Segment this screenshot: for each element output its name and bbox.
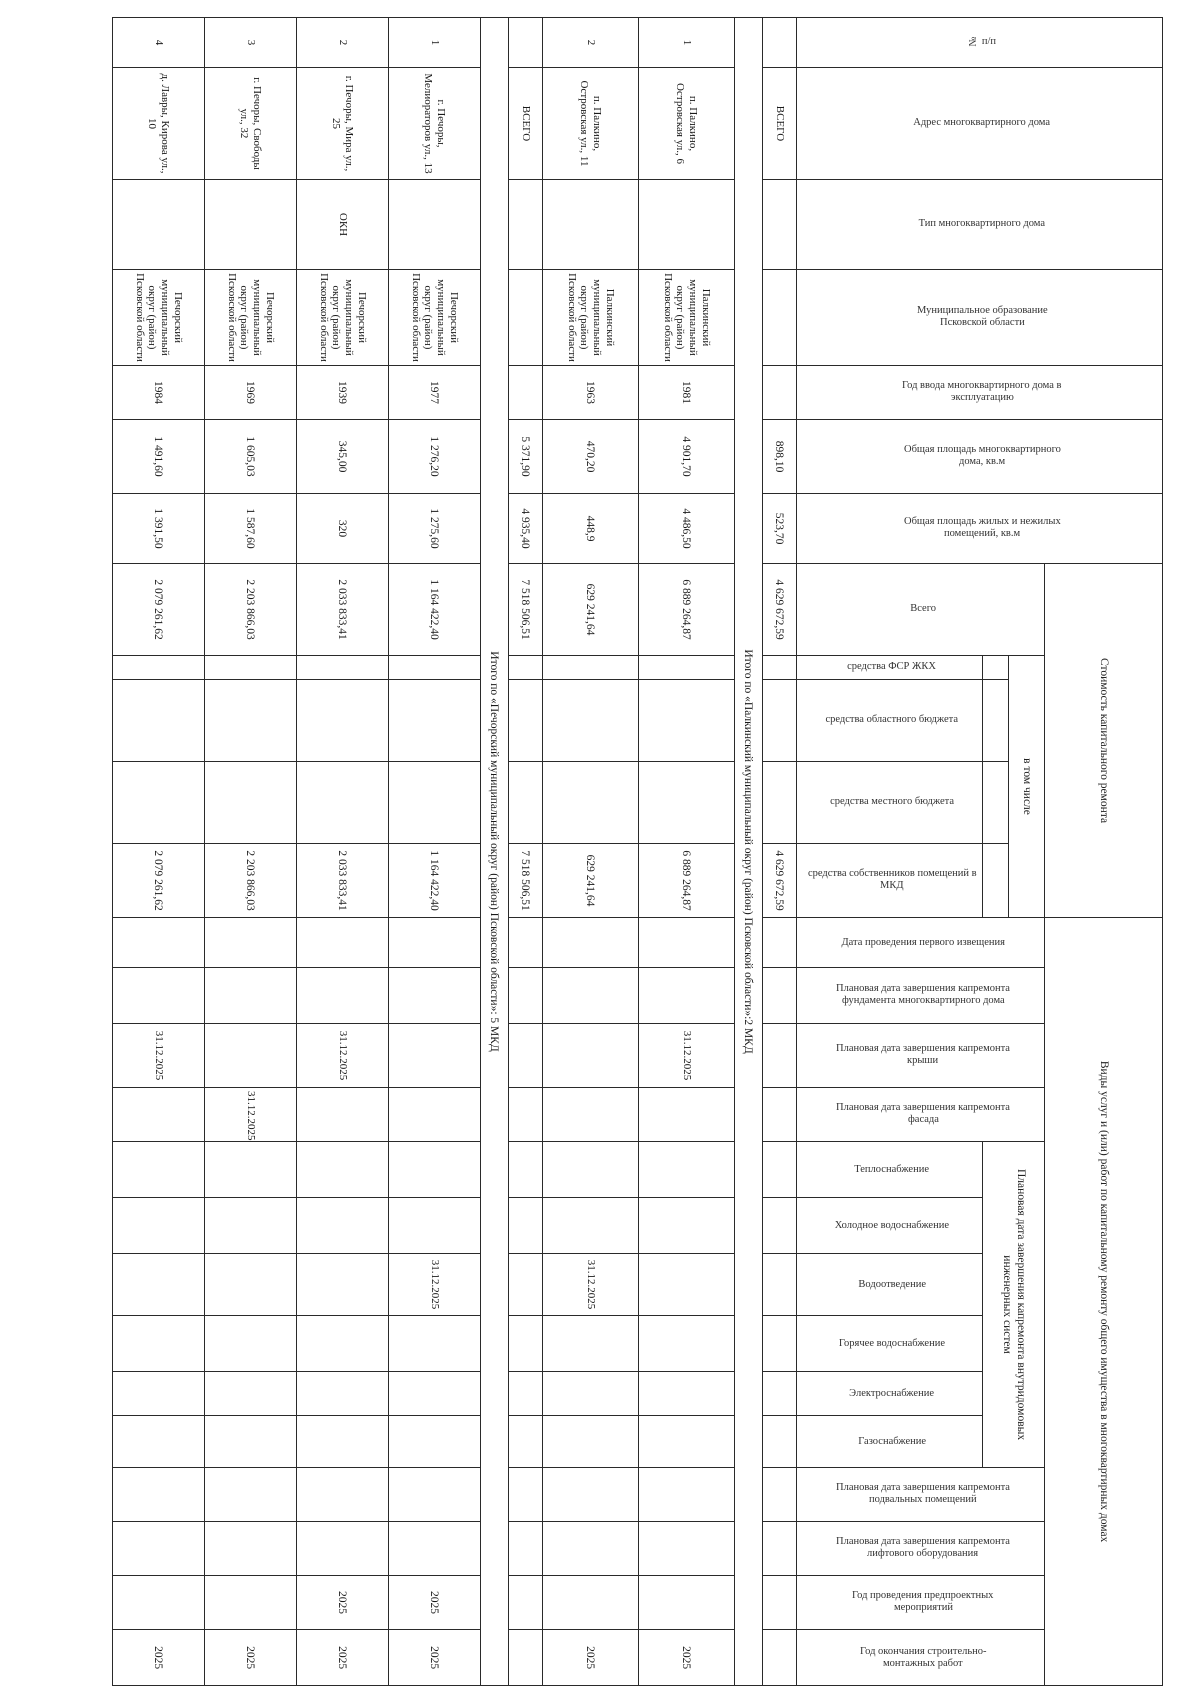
table-header bbox=[797, 18, 1163, 1686]
row-premises-area: 1 275,60 bbox=[389, 494, 481, 564]
row-municipality: Печорский муниципальный округ (район) Псковской области bbox=[389, 270, 481, 366]
row-cost-total: 2 033 833,41 bbox=[297, 564, 389, 656]
row-house-type bbox=[543, 180, 639, 270]
row-house-type bbox=[205, 180, 297, 270]
header-municipality: Муниципальное образование Псковской области bbox=[797, 270, 1163, 366]
table-body bbox=[113, 18, 797, 1686]
header-cost-fund-label: средства ФСР ЖКХ bbox=[797, 656, 983, 680]
row-year-smr: 2025 bbox=[639, 1630, 735, 1686]
header-year-psd: Год проведения предпроектных мероприятий bbox=[797, 1576, 1045, 1630]
row-year-psd bbox=[639, 1576, 735, 1630]
header-doc-date: Дата проведения первого извещения bbox=[797, 918, 1045, 968]
grand-total-cost-owners: 4 629 672,59 bbox=[763, 844, 797, 918]
header-sys-gas: Газоснабжение bbox=[797, 1416, 983, 1468]
section-total-label: ВСЕГО bbox=[509, 68, 543, 180]
row-cost-owners: 2 203 866,03 bbox=[205, 844, 297, 918]
section-title: Итого по «Палкинский муниципальный округ (район) Псковской области»:2 МКД bbox=[735, 18, 763, 1686]
row-cost-total: 6 889 264,87 bbox=[639, 564, 735, 656]
header-cost-regional bbox=[983, 680, 1009, 762]
header-year-smr: Год окончания строительно-монтажных работ bbox=[797, 1630, 1045, 1686]
row-total-area: 1 605,03 bbox=[205, 420, 297, 494]
table-row bbox=[389, 18, 481, 1686]
header-num: № п/п bbox=[797, 18, 1163, 68]
header-cost-group: Стоимость капитального ремонта bbox=[1045, 564, 1163, 918]
header-cost-total: Всего bbox=[797, 564, 1045, 656]
row-municipality: Печорский муниципальный округ (район) Псковской области bbox=[205, 270, 297, 366]
grand-total-label: ВСЕГО bbox=[763, 68, 797, 180]
capital-repair-register-table bbox=[112, 17, 1163, 1686]
rotated-register-sheet bbox=[133, 17, 1163, 1670]
row-address: г. Печоры, Мира ул., 25 bbox=[297, 68, 389, 180]
row-address: г. Печоры, Мелиораторов ул., 13 bbox=[389, 68, 481, 180]
header-sys-power: Электроснабжение bbox=[797, 1372, 983, 1416]
row-cost-total: 2 203 866,03 bbox=[205, 564, 297, 656]
row-house-type: ОКН bbox=[297, 180, 389, 270]
row-sys-sewer bbox=[205, 1254, 297, 1316]
row-municipality: Палкинский муниципальный округ (район) Псковской области bbox=[639, 270, 735, 366]
row-year-built: 1963 bbox=[543, 366, 639, 420]
row-sys-sewer: 31.12.2025 bbox=[543, 1254, 639, 1316]
row-cost-total: 1 164 422,40 bbox=[389, 564, 481, 656]
row-date-roof bbox=[205, 1024, 297, 1088]
section-total-cost: 7 518 506,51 bbox=[509, 564, 543, 656]
row-year-built: 1939 bbox=[297, 366, 389, 420]
row-premises-area: 320 bbox=[297, 494, 389, 564]
table-row bbox=[113, 18, 205, 1686]
header-cost-local-label: средства местного бюджета bbox=[797, 762, 983, 844]
row-date-facade bbox=[389, 1088, 481, 1142]
row-municipality: Палкинский муниципальный округ (район) Псковской области bbox=[543, 270, 639, 366]
row-date-facade bbox=[543, 1088, 639, 1142]
header-cost-owners bbox=[983, 844, 1009, 918]
row-total-area: 1 276,20 bbox=[389, 420, 481, 494]
row-premises-area: 448,9 bbox=[543, 494, 639, 564]
row-num: 4 bbox=[113, 18, 205, 68]
row-cost-total: 2 079 261,62 bbox=[113, 564, 205, 656]
row-year-built: 1981 bbox=[639, 366, 735, 420]
row-sys-sewer bbox=[639, 1254, 735, 1316]
row-date-facade bbox=[113, 1088, 205, 1142]
header-sys-hot: Горячее водоснабжение bbox=[797, 1316, 983, 1372]
row-date-facade: 31.12.2025 bbox=[205, 1088, 297, 1142]
row-date-roof bbox=[543, 1024, 639, 1088]
cell bbox=[763, 18, 797, 68]
header-sys-cold: Холодное водоснабжение bbox=[797, 1198, 983, 1254]
row-total-area: 4 901,70 bbox=[639, 420, 735, 494]
row-year-psd bbox=[113, 1576, 205, 1630]
header-cost-owners-label: средства собственников помещений в МКД bbox=[797, 844, 983, 918]
row-date-roof: 31.12.2025 bbox=[297, 1024, 389, 1088]
row-num: 2 bbox=[543, 18, 639, 68]
row-year-smr: 2025 bbox=[205, 1630, 297, 1686]
table-row bbox=[639, 18, 735, 1686]
row-total-area: 345,00 bbox=[297, 420, 389, 494]
header-date-facade: Плановая дата завершения капремонта фасада bbox=[797, 1088, 1045, 1142]
header-works-group: Виды услуг и (или) работ по капитальному ремонту общего имущества в многоквартирных домах bbox=[1045, 918, 1163, 1686]
row-year-psd bbox=[543, 1576, 639, 1630]
row-total-area: 470,20 bbox=[543, 420, 639, 494]
row-sys-sewer: 31.12.2025 bbox=[389, 1254, 481, 1316]
row-municipality: Печорский муниципальный округ (район) Псковской области bbox=[113, 270, 205, 366]
row-cost-owners: 2 033 833,41 bbox=[297, 844, 389, 918]
header-cost-regional-label: средства областного бюджета bbox=[797, 680, 983, 762]
row-year-psd: 2025 bbox=[389, 1576, 481, 1630]
header-date-basement: Плановая дата завершения капремонта подвальных помещений bbox=[797, 1468, 1045, 1522]
row-year-built: 1969 bbox=[205, 366, 297, 420]
row-cost-total: 629 241,64 bbox=[543, 564, 639, 656]
row-sys-sewer bbox=[297, 1254, 389, 1316]
grand-total-cost: 4 629 672,59 bbox=[763, 564, 797, 656]
grand-total-row bbox=[763, 18, 797, 1686]
row-cost-owners: 629 241,64 bbox=[543, 844, 639, 918]
row-address: г. Печоры, Свободы ул., 32 bbox=[205, 68, 297, 180]
row-total-area: 1 491,60 bbox=[113, 420, 205, 494]
header-total-area: Общая площадь многоквартирного дома, кв.м bbox=[797, 420, 1163, 494]
row-date-facade bbox=[639, 1088, 735, 1142]
header-cost-fund bbox=[983, 656, 1009, 680]
row-house-type bbox=[639, 180, 735, 270]
row-house-type bbox=[113, 180, 205, 270]
row-year-smr: 2025 bbox=[389, 1630, 481, 1686]
grand-total-premises-area: 523,70 bbox=[763, 494, 797, 564]
row-num: 3 bbox=[205, 18, 297, 68]
row-year-built: 1984 bbox=[113, 366, 205, 420]
header-address: Адрес многоквартирного дома bbox=[797, 68, 1163, 180]
row-num: 1 bbox=[389, 18, 481, 68]
header-house-type: Тип многоквартирного дома bbox=[797, 180, 1163, 270]
row-date-roof: 31.12.2025 bbox=[113, 1024, 205, 1088]
header-date-roof: Плановая дата завершения капремонта крыши bbox=[797, 1024, 1045, 1088]
row-year-psd bbox=[205, 1576, 297, 1630]
row-sys-sewer bbox=[113, 1254, 205, 1316]
row-premises-area: 1 391,50 bbox=[113, 494, 205, 564]
row-cost-owners: 2 079 261,62 bbox=[113, 844, 205, 918]
row-cost-owners: 6 889 264,87 bbox=[639, 844, 735, 918]
header-date-foundation: Плановая дата завершения капремонта фундамента многоквартирного дома bbox=[797, 968, 1045, 1024]
row-municipality: Печорский муниципальный округ (район) Псковской области bbox=[297, 270, 389, 366]
header-date-elevator: Плановая дата завершения капремонта лифтового оборудования bbox=[797, 1522, 1045, 1576]
section-title: Итого по «Печорский муниципальный округ (район) Псковской области»: 5 МКД bbox=[481, 18, 509, 1686]
section-total-row bbox=[509, 18, 543, 1686]
row-premises-area: 4 486,50 bbox=[639, 494, 735, 564]
row-num: 1 bbox=[639, 18, 735, 68]
header-year-built: Год ввода многоквартирного дома в эксплуатацию bbox=[797, 366, 1163, 420]
row-date-roof: 31.12.2025 bbox=[639, 1024, 735, 1088]
row-premises-area: 1 587,60 bbox=[205, 494, 297, 564]
header-systems-group: Плановая дата завершения капремонта внутридомовых инженерных систем bbox=[983, 1142, 1045, 1468]
header-sys-sewer: Водоотведение bbox=[797, 1254, 983, 1316]
section-total-cost-owners: 7 518 506,51 bbox=[509, 844, 543, 918]
row-cost-owners: 1 164 422,40 bbox=[389, 844, 481, 918]
table-row bbox=[297, 18, 389, 1686]
row-year-smr: 2025 bbox=[543, 1630, 639, 1686]
row-date-facade bbox=[297, 1088, 389, 1142]
row-year-smr: 2025 bbox=[113, 1630, 205, 1686]
table-row bbox=[205, 18, 297, 1686]
row-year-psd: 2025 bbox=[297, 1576, 389, 1630]
row-date-roof bbox=[389, 1024, 481, 1088]
section-header-row bbox=[481, 18, 509, 1686]
row-year-built: 1977 bbox=[389, 366, 481, 420]
row-year-smr: 2025 bbox=[297, 1630, 389, 1686]
header-cost-local bbox=[983, 762, 1009, 844]
section-header-row bbox=[735, 18, 763, 1686]
row-address: п. Палкино, Островская ул., 11 bbox=[543, 68, 639, 180]
row-num: 2 bbox=[297, 18, 389, 68]
table-row bbox=[543, 18, 639, 1686]
grand-total-total-area: 898,10 bbox=[763, 420, 797, 494]
header-sys-heat: Теплоснабжение bbox=[797, 1142, 983, 1198]
header-premises-area: Общая площадь жилых и нежилых помещений, кв.м bbox=[797, 494, 1163, 564]
row-address: д. Лавры, Кирова ул., 10 bbox=[113, 68, 205, 180]
section-total-area: 5 371,90 bbox=[509, 420, 543, 494]
row-address: п. Палкино, Островская ул., 6 bbox=[639, 68, 735, 180]
row-house-type bbox=[389, 180, 481, 270]
section-total-premises: 4 935,40 bbox=[509, 494, 543, 564]
header-cost-incl: в том числе bbox=[1009, 656, 1045, 918]
